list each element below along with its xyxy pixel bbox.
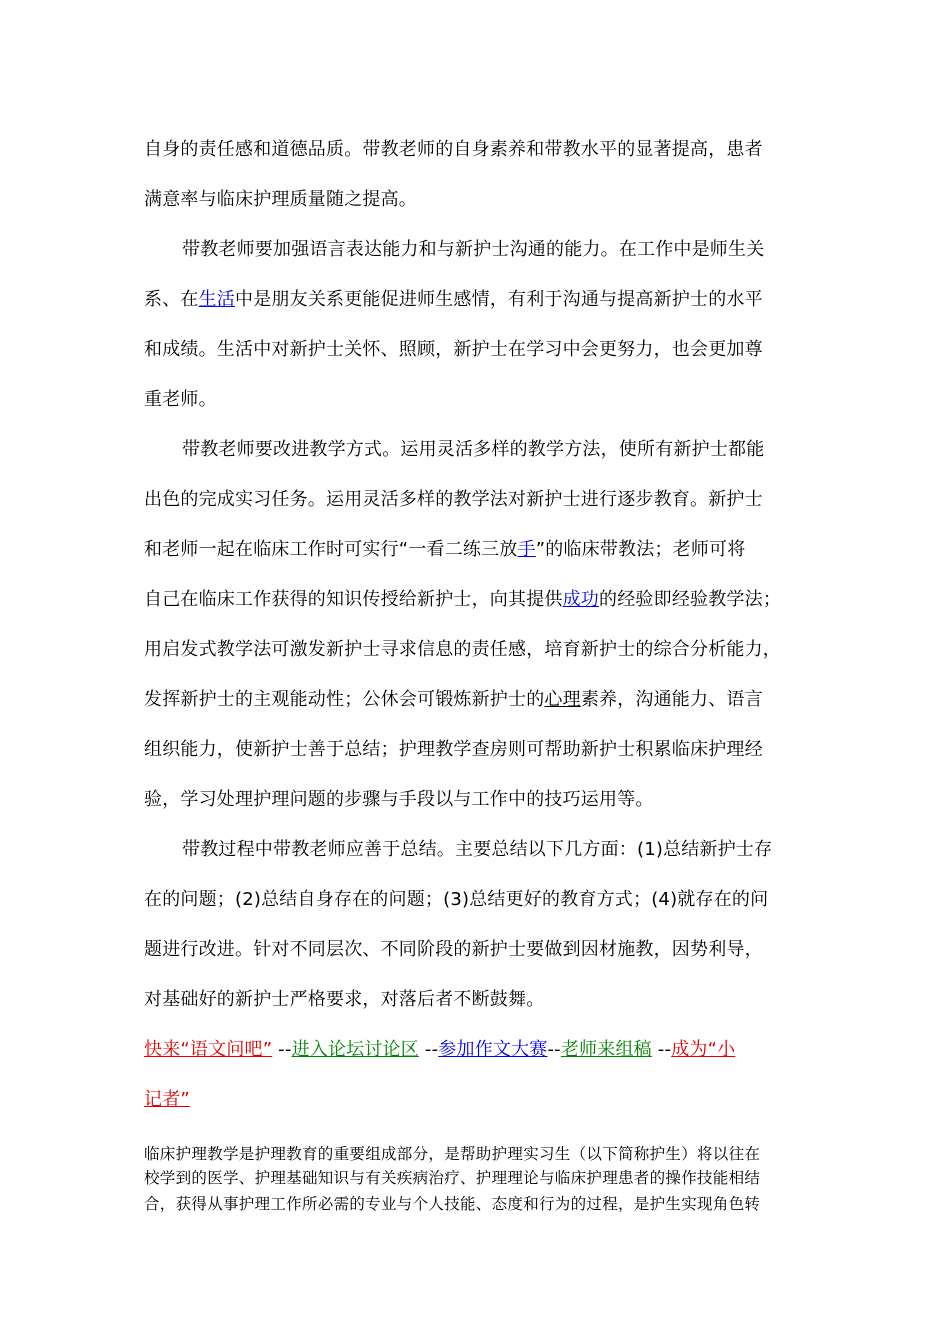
paragraph-4-line-1: 带教过程中带教老师应善于总结。主要总结以下几方面：(1)总结新护士存 bbox=[182, 839, 773, 860]
text-span: 中是朋友关系更能促进师生感情，有利于沟通与提高新护士的水平 bbox=[235, 289, 763, 310]
link-essay-contest[interactable]: 参加作文大赛 bbox=[438, 1039, 548, 1060]
paragraph-3-line-7: 组织能力，使新护士善于总结；护理教学查房则可帮助新护士积累临床护理经 bbox=[144, 739, 763, 760]
promo-links-line-2 bbox=[144, 1087, 824, 1113]
text-span: 系、在 bbox=[144, 289, 199, 310]
text-span: 发挥新护士的主观能动性；公休会可锻炼新护士的 bbox=[144, 689, 545, 710]
paragraph-2-line-2 bbox=[144, 287, 824, 313]
text-span: 的经验即经验教学法； bbox=[599, 589, 782, 610]
link-teacher-submission[interactable]: 老师来组稿 bbox=[560, 1039, 652, 1060]
link-little-reporter[interactable]: 成为“小 bbox=[671, 1039, 736, 1060]
small-paragraph-line-3: 合，获得从事护理工作所必需的专业与个人技能、态度和行为的过程，是护生实现角色转 bbox=[144, 1195, 761, 1213]
paragraph-3-line-8: 验，学习处理护理问题的步骤与手段以与工作中的技巧运用等。 bbox=[144, 789, 654, 810]
text-span: 自己在临床工作获得的知识传授给新护士，向其提供 bbox=[144, 589, 563, 610]
link-chenggong[interactable]: 成功 bbox=[562, 589, 600, 610]
paragraph-2-line-1: 带教老师要加强语言表达能力和与新护士沟通的能力。在工作中是师生关 bbox=[182, 239, 765, 260]
link-separator: -- bbox=[547, 1039, 561, 1060]
link-shenghuo[interactable]: 生活 bbox=[198, 289, 236, 310]
paragraph-3-line-5: 用启发式教学法可激发新护士寻求信息的责任感，培育新护士的综合分析能力， bbox=[144, 639, 781, 660]
small-paragraph-line-2: 校学到的医学、护理基础知识与有关疾病治疗、护理理论与临床护理患者的操作技能相结 bbox=[144, 1169, 761, 1187]
link-shou[interactable]: 手 bbox=[517, 539, 536, 560]
underlined-term-xinli[interactable]: 心理 bbox=[544, 689, 581, 710]
paragraph-1-line-2: 满意率与临床护理质量随之提高。 bbox=[144, 189, 417, 210]
paragraph-3-line-3 bbox=[144, 537, 824, 563]
text-span: 素养，沟通能力、语言 bbox=[580, 689, 763, 710]
paragraph-4-line-3: 题进行改进。针对不同层次、不同阶段的新护士要做到因材施教，因势利导， bbox=[144, 939, 763, 960]
paragraph-3-line-1: 带教老师要改进教学方式。运用灵活多样的教学方法，使所有新护士都能 bbox=[182, 439, 765, 460]
link-separator: -- bbox=[418, 1039, 439, 1060]
paragraph-2-line-3: 和成绩。生活中对新护士关怀、照顾，新护士在学习中会更努力，也会更加尊 bbox=[144, 339, 763, 360]
link-little-reporter-cont[interactable]: 记者” bbox=[144, 1089, 190, 1110]
link-separator: -- bbox=[651, 1039, 672, 1060]
paragraph-3-line-4 bbox=[144, 587, 824, 613]
promo-links-line-1 bbox=[144, 1037, 824, 1063]
paragraph-4-line-2: 在的问题；(2)总结自身存在的问题；(3)总结更好的教育方式；(4)就存在的问 bbox=[144, 889, 769, 910]
text-span: ”的临床带教法；老师可将 bbox=[535, 539, 746, 560]
paragraph-3-line-2: 出色的完成实习任务。运用灵活多样的教学法对新护士进行逐步教育。新护士 bbox=[144, 489, 763, 510]
paragraph-3-line-6 bbox=[144, 687, 824, 713]
paragraph-2-line-4: 重老师。 bbox=[144, 389, 217, 410]
link-yuwen-wenba[interactable]: 快来“语文问吧” bbox=[144, 1039, 273, 1060]
paragraph-4-line-4: 对基础好的新护士严格要求，对落后者不断鼓舞。 bbox=[144, 989, 545, 1010]
link-separator: -- bbox=[272, 1039, 292, 1060]
paragraph-1-line-1: 自身的责任感和道德品质。带教老师的自身素养和带教水平的显著提高，患者 bbox=[144, 139, 763, 160]
small-paragraph-line-1: 临床护理教学是护理教育的重要组成部分，是帮助护理实习生（以下简称护生）将以往在 bbox=[144, 1145, 761, 1163]
text-span: 和老师一起在临床工作时可实行“一看二练三放 bbox=[144, 539, 518, 560]
link-forum[interactable]: 进入论坛讨论区 bbox=[291, 1039, 419, 1060]
